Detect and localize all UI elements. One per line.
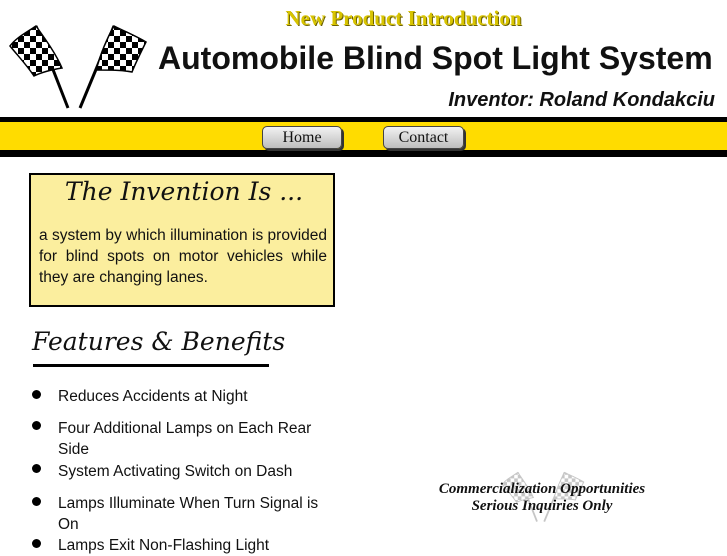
features-divider [33,364,269,367]
page-title: Automobile Blind Spot Light System [158,40,713,76]
home-button[interactable]: Home [262,126,342,149]
kicker-heading: New Product Introduction [285,6,522,30]
bullet-icon [32,464,41,473]
contact-button[interactable]: Contact [383,126,464,149]
bullet-icon [32,421,41,430]
feature-item: Reduces Accidents at Night [58,388,248,405]
bullet-icon [32,539,41,548]
features-heading: Features & Benefits [32,327,286,356]
invention-description: a system by which illumination is provided for blind spots on motor vehicles while they are changing lanes. [39,227,327,286]
feature-item: Lamps Illuminate When Turn Signal is On [58,495,319,533]
commercialization-line-1: Commercialization Opportunities [438,481,646,497]
inventor-line: Inventor: Roland Kondakciu [448,89,715,111]
feature-item: Lamps Exit Non-Flashing Light [58,537,270,554]
nav-bar-fill [0,122,727,150]
feature-item: Four Additional Lamps on Each Rear Side [58,420,312,458]
bullet-icon [32,390,41,399]
bullet-icon [32,497,41,506]
feature-item: System Activating Switch on Dash [58,463,293,480]
commercialization-line-2: Serious Inquiries Only [471,498,613,514]
invention-box [29,173,335,307]
commercialization-note [412,481,672,515]
invention-heading: The Invention Is ... [64,177,304,206]
